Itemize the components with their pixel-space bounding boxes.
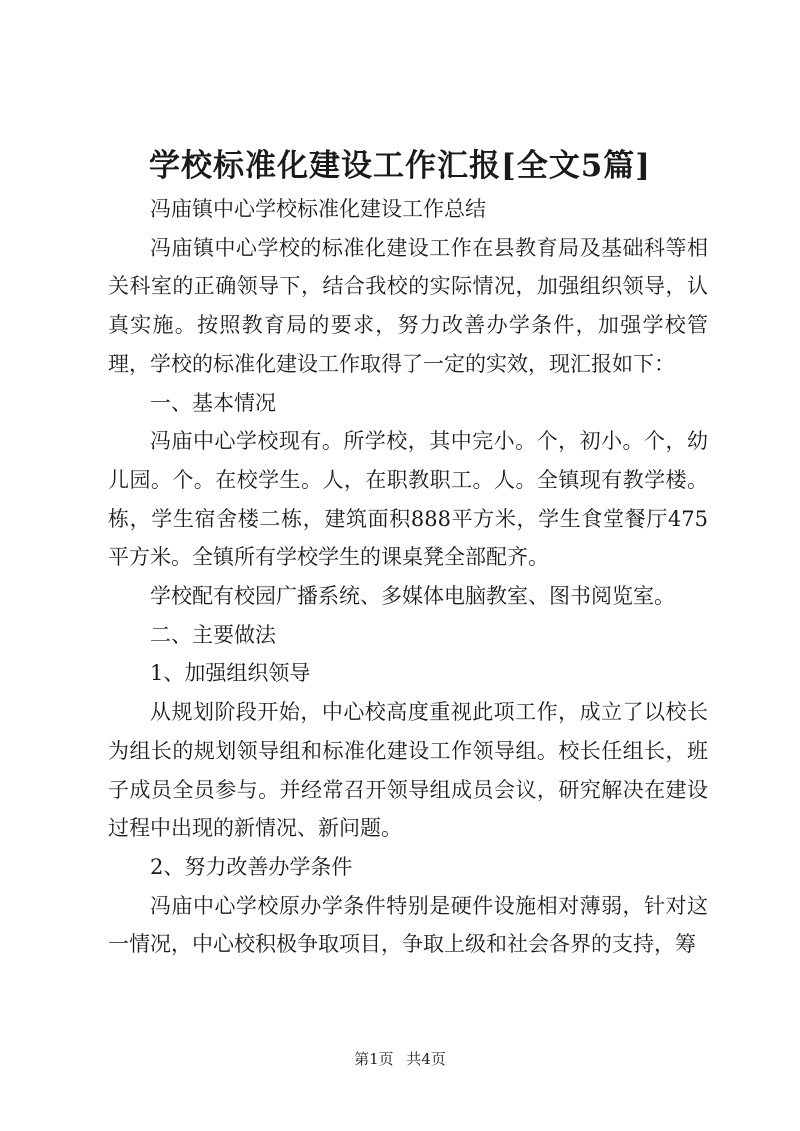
page-footer [0, 1048, 800, 1069]
section-heading-basic: 一、基本情况 [150, 390, 276, 415]
paragraph-intro: 冯庙镇中心学校的标准化建设工作在县教育局及基础科等相关科室的正确领导下，结合我校的实际情况，加强组织领导，认真实施。按照教育局的要求，努力改善办学条件，加强学校管理，学校的标准化建设工作取得了一定的实效，现汇报如下： [108, 235, 708, 376]
paragraph-organization: 从规划阶段开始，中心校高度重视此项工作，成立了以校长为组长的规划领导组和标准化建设工作领导组。校长任组长，班子成员全员参与。并经常召开领导组成员会议，研究解决在建设过程中出现的新情况、新问题。 [108, 700, 708, 841]
page-total: 共4页 [406, 1050, 446, 1068]
page-number: 第1页 [354, 1050, 394, 1068]
paragraph-basic-info: 冯庙中心学校现有。所学校，其中完小。个，初小。个，幼儿园。个。在校学生。人，在职教职工。人。全镇现有教学楼。栋，学生宿舍楼二栋，建筑面积888平方米，学生食堂餐厅475平方米。全镇所有学校学生的课桌凳全部配齐。 [108, 429, 708, 570]
document-title: 学校标准化建设工作汇报[全文5篇] [149, 148, 651, 184]
subheading-conditions: 2、努力改善办学条件 [150, 854, 353, 879]
subheading-organization: 1、加强组织领导 [150, 661, 311, 686]
paragraph-heading: 冯庙镇中心学校标准化建设工作总结 [150, 197, 486, 221]
paragraph-facilities: 学校配有校园广播系统、多媒体电脑教室、图书阅览室。 [150, 584, 675, 609]
paragraph-conditions: 冯庙中心学校原办学条件特别是硬件设施相对薄弱，针对这一情况，中心校积极争取项目，争取上级和社会各界的支持，筹 [108, 893, 708, 957]
section-heading-methods: 二、主要做法 [150, 622, 276, 647]
document-body [108, 190, 708, 964]
